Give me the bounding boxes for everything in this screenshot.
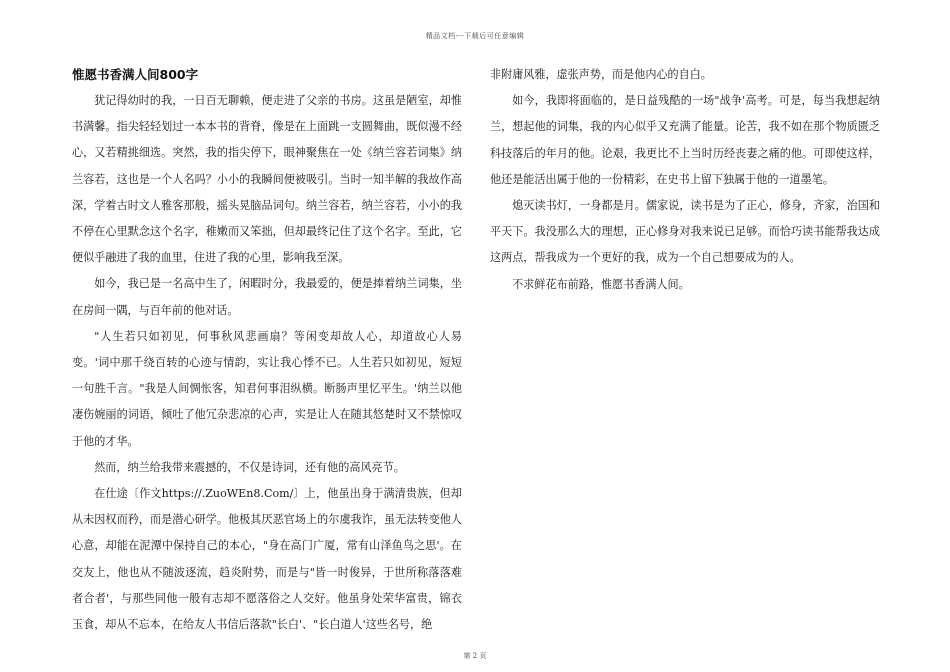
left-column: [72, 62, 462, 638]
paragraph: 不求鲜花布前路，惟愿书香满人间。: [512, 277, 690, 291]
paragraph: 犹记得幼时的我，一日百无聊赖，便走进了父亲的书房。这虽是陋室，却惟书满馨。指尖轻轻划过一本本书的背脊，像是在上面跳一支圆舞曲，既似漫不经心，又若精挑细选。突然，我的指尖停下，眼神聚焦在一处《纳兰容若词集》纳兰容若，这也是一个人名吗？小小的我瞬间便被吸引。当时一知半解的我故作高深，学着古时文人雅客那般，摇头晃脑品词句。纳兰容若，纳兰容若，小小的我不停在心里默念这个名字，稚嫩而又笨拙，但却最终记住了这个名字。至此，它便似乎融进了我的血里，住进了我的心里，影响我至深。: [72, 94, 462, 265]
paragraph: 如今，我即将面临的，是日益残酷的一场"战争'高考。可是，每当我想起纳兰，想起他的词集，我的内心似乎又充满了能量。论苦，我不如在那个物质匮乏科技落后的年月的他。论艰，我更比不上当时历经丧妻之痛的他。可即使这样，他还是能活出属于他的一份精彩，在史书上留下独属于他的一道墨笔。: [490, 94, 880, 186]
article-title: 惟愿书香满人间800字: [72, 67, 199, 82]
paragraph: 如今，我已是一名高中生了，闲暇时分，我最爱的，便是捧着纳兰词集，坐在房间一隅，与百年前的他对话。: [72, 277, 462, 317]
page-number: 第 2 页: [463, 652, 487, 660]
paragraph: 熄灭读书灯，一身都是月。儒家说，读书是为了正心，修身，齐家，治国和平天下。我没那么大的理想，正心修身对我来说已足够。而恰巧读书能帮我达成这两点，帮我成为一个更好的我，成为一个自己想要成为的人。: [490, 199, 880, 265]
right-column: [490, 62, 880, 298]
paragraph: "人生若只如初见，何事秋风悲画扇？等闲变却故人心，却道故心人易变。'词中那千绕百转的心迹与情韵，实让我心悸不已。人生若只如初见，短短一句胜千言。"我是人间惆怅客，知君何事泪纵横。断肠声里忆平生。'纳兰以他凄伤婉丽的词语，倾吐了他冗杂悲凉的心声，实是让人在随其悠楚时又不禁惊叹于他的才华。: [72, 329, 462, 448]
paragraph: 然而，纳兰给我带来震撼的，不仅是诗词，还有他的高风亮节。: [94, 460, 405, 474]
paragraph: 在仕途〔作文https://.ZuoWEn8.Com/〕上，他虽出身于满清贵族，但却从未因权而矜，而是潜心研学。他极其厌恶官场上的尔虞我诈，虽无法转变他人心意，却能在泥潭中保持自己的本心，"身在高门广厦，常有山泽鱼鸟之思'。在交友上，他也从不随波逐流，趋炎附势，而是与"皆一时俊异，于世所称落落难者合者'，与那些同他一般有志却不愿落俗之人交好。他虽身处荣华富贵，锦衣玉食，却从不忘本，在给友人书信后落款"长白'、"长白道人'这些名号，绝: [72, 487, 462, 632]
paragraph-continuation: 非附庸风雅，虚张声势，而是他内心的自白。: [490, 68, 712, 81]
page-header: 精品文档---下载后可任意编辑: [425, 32, 525, 40]
